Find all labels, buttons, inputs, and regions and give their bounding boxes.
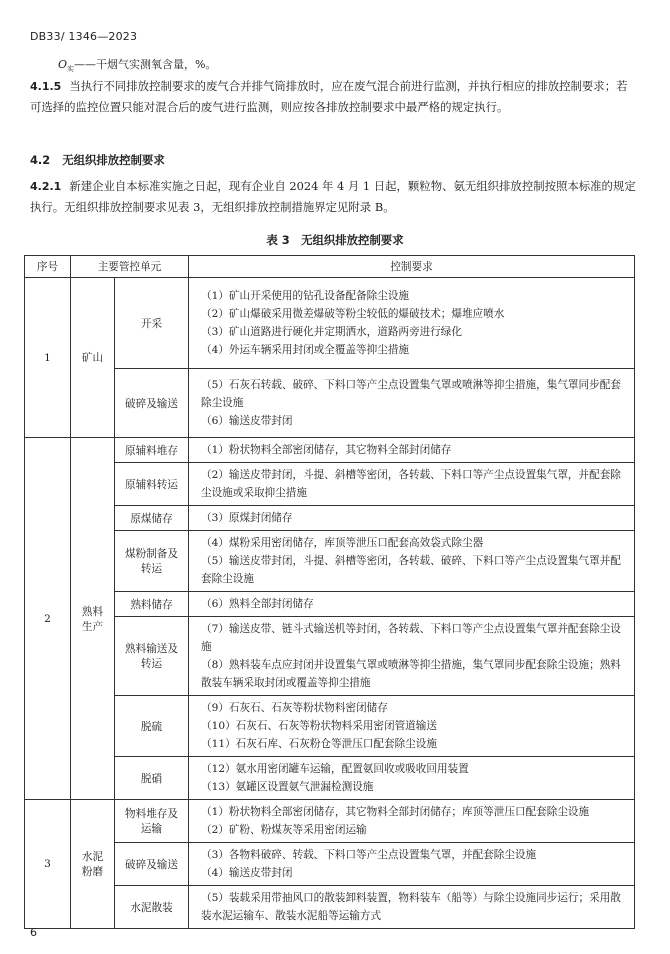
clause-number: 4.1.5 <box>30 80 62 93</box>
requirement-item: （13）氨罐区设置氨气泄漏检测设施 <box>201 781 374 793</box>
subunit-cell: 物料堆存及运输 <box>115 800 189 843</box>
unit-cell: 熟料生产 <box>71 438 115 800</box>
table-row <box>25 617 635 696</box>
requirement-item: （3）矿山道路进行硬化并定期洒水，道路两旁进行绿化 <box>201 326 462 338</box>
subunit-cell: 脱硝 <box>115 757 189 800</box>
requirements-cell <box>189 696 635 757</box>
requirement-item: （2）输送皮带封闭，斗提、斜槽等密闭，各转载、下料口等产尘点设置集气罩，并配套除尘设施或采取抑尘措施 <box>201 469 621 499</box>
requirement-item: （12）氨水用密闭罐车运输，配置氨回收或吸收回用装置 <box>201 763 469 775</box>
control-requirements-table <box>24 255 635 929</box>
requirement-item: （11）石灰石库、石灰粉仓等泄压口配套除尘设施 <box>201 738 437 750</box>
subunit-cell: 原辅料堆存 <box>115 438 189 463</box>
subunit-cell: 熟料储存 <box>115 592 189 617</box>
table-row <box>25 886 635 929</box>
subunit-cell: 原煤储存 <box>115 506 189 531</box>
oxygen-symbol: O <box>58 58 68 71</box>
table-row <box>25 463 635 506</box>
unit-cell: 水泥粉磨 <box>71 800 115 929</box>
unit-cell: 矿山 <box>71 278 115 438</box>
requirement-item: （3）原煤封闭储存 <box>201 512 293 524</box>
subunit-cell: 破碎及输送 <box>115 843 189 886</box>
table-row <box>25 800 635 843</box>
table-row <box>25 506 635 531</box>
requirement-item: （9）石灰石、石灰等粉状物料密闭储存 <box>201 702 388 714</box>
table-row <box>25 592 635 617</box>
requirements-cell <box>189 506 635 531</box>
requirement-item: （2）矿粉、粉煤灰等采用密闭运输 <box>201 824 367 836</box>
subunit-cell: 原辅料转运 <box>115 463 189 506</box>
requirement-item: （1）矿山开采使用的钻孔设备配备除尘设施 <box>201 290 410 302</box>
table-row <box>25 696 635 757</box>
requirement-item: （4）输送皮带封闭 <box>201 867 293 879</box>
clause-text: 新建企业自本标准实施之日起，现有企业自 2024 年 4 月 1 日起，颗粒物、氨无组织排放控制按照本标准的规定执行。无组织排放控制要求见表 3，无组织排放控制措施界定见附录 B。 <box>30 179 636 214</box>
subunit-cell: 煤粉制备及转运 <box>115 531 189 592</box>
table-row <box>25 531 635 592</box>
table-row <box>25 757 635 800</box>
requirements-cell <box>189 463 635 506</box>
oxygen-definition <box>58 56 216 74</box>
seq-cell: 1 <box>25 278 71 438</box>
table-row <box>25 278 635 369</box>
section-number: 4.2 <box>30 153 51 167</box>
subunit-cell: 熟料输送及转运 <box>115 617 189 696</box>
requirements-cell <box>189 531 635 592</box>
table-caption: 表 3 无组织排放控制要求 <box>266 233 404 247</box>
requirements-cell <box>189 278 635 369</box>
requirement-item: （10）石灰石、石灰等粉状物料采用密闭管道输送 <box>201 720 437 732</box>
header-seq: 序号 <box>25 256 71 278</box>
section-title: 无组织排放控制要求 <box>62 153 165 167</box>
table-row <box>25 438 635 463</box>
requirements-cell <box>189 843 635 886</box>
clause-4-1-5 <box>30 76 638 118</box>
requirement-item: （3）各物料破碎、转载、下料口等产尘点设置集气罩，并配套除尘设施 <box>201 849 537 861</box>
requirement-item: （5）装载采用带抽风口的散装卸料装置，物料装车（船等）与除尘设施同步运行；采用散装水泥运输车、散装水泥船等运输方式 <box>201 892 621 922</box>
seq-cell: 3 <box>25 800 71 929</box>
requirements-cell <box>189 592 635 617</box>
table-row <box>25 843 635 886</box>
section-4-2-heading <box>30 152 177 168</box>
requirement-item: （4）外运车辆采用封闭或全覆盖等抑尘措施 <box>201 344 410 356</box>
requirement-item: （8）熟料装车点应封闭并设置集气罩或喷淋等抑尘措施，集气罩同步配套除尘设施；熟料散装车辆采取封闭或覆盖等抑尘措施 <box>201 659 621 689</box>
requirement-item: （1）粉状物料全部密闭储存，其它物料全部封闭储存 <box>201 444 452 456</box>
requirements-cell <box>189 438 635 463</box>
header-requirements: 控制要求 <box>189 256 635 278</box>
document-id-header: DB33/ 1346—2023 <box>30 30 138 43</box>
subunit-cell: 脱硫 <box>115 696 189 757</box>
table-header-row <box>25 256 635 278</box>
table-row <box>25 369 635 438</box>
requirement-item: （5）输送皮带封闭，斗提、斜槽等密闭，各转载、破碎、下料口等产尘点设置集气罩并配套除尘设施 <box>201 555 621 585</box>
clause-number: 4.2.1 <box>30 180 62 193</box>
requirements-cell <box>189 757 635 800</box>
clause-text: 当执行不同排放控制要求的废气合并排气筒排放时，应在废气混合前进行监测，并执行相应的排放控制要求；若可选择的监控位置只能对混合后的废气进行监测，则应按各排放控制要求中最严格的规定执行。 <box>30 79 628 114</box>
seq-cell: 2 <box>25 438 71 800</box>
page-number: 6 <box>30 926 37 939</box>
oxygen-definition-text: ——干烟气实测氧含量，%。 <box>74 58 217 71</box>
clause-4-2-1 <box>30 176 638 218</box>
requirement-item: （6）输送皮带封闭 <box>201 415 293 427</box>
requirement-item: （7）输送皮带、链斗式输送机等封闭，各转载、下料口等产尘点设置集气罩并配套除尘设施 <box>201 623 621 653</box>
requirements-cell <box>189 369 635 438</box>
requirement-item: （4）煤粉采用密闭储存，库顶等泄压口配套高效袋式除尘器 <box>201 537 484 549</box>
requirement-item: （2）矿山爆破采用微差爆破等粉尘较低的爆破技术；爆堆应喷水 <box>201 308 505 320</box>
oxygen-subscript: 实 <box>67 65 75 74</box>
requirement-item: （6）熟料全部封闭储存 <box>201 598 314 610</box>
requirements-cell <box>189 800 635 843</box>
subunit-cell: 开采 <box>115 278 189 369</box>
requirements-cell <box>189 617 635 696</box>
requirement-item: （1）粉状物料全部密闭储存，其它物料全部封闭储存；库顶等泄压口配套除尘设施 <box>201 806 590 818</box>
header-unit: 主要管控单元 <box>71 256 189 278</box>
requirements-cell <box>189 886 635 929</box>
subunit-cell: 破碎及输送 <box>115 369 189 438</box>
subunit-cell: 水泥散装 <box>115 886 189 929</box>
requirement-item: （5）石灰石转载、破碎、下料口等产尘点设置集气罩或喷淋等抑尘措施，集气罩同步配套除尘设施 <box>201 379 621 409</box>
